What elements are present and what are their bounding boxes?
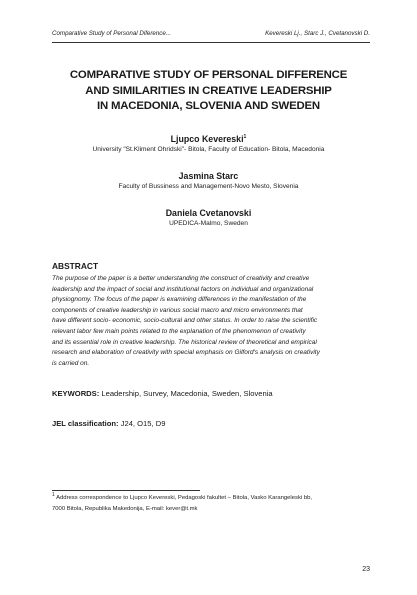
footnote-line: Address correspondence to Ljupco Kevereski, Pedagoski fakultet – Bitola, Vasko Karangeleski bb, <box>54 495 313 501</box>
author-name: Jasmina Starc <box>178 171 239 181</box>
abstract-line: have different socio- economic, socio-cultural and other status. In order to raise the scientific <box>52 317 318 325</box>
footnote-marker: 1 <box>243 134 247 141</box>
title-line: IN MACEDONIA, SLOVENIA AND SWEDEN <box>97 100 320 112</box>
keywords-label: KEYWORDS: <box>52 389 100 398</box>
abstract-line: relevant labor few main points related to the explanation of the phenomenon of creativity <box>52 327 306 335</box>
author-block <box>40 170 377 191</box>
abstract-line: physiognomy. The focus of the paper is examining differences in the manifestation of the <box>52 296 307 304</box>
footnote-rule <box>52 490 200 491</box>
author-affiliation: University "St.Kliment Ohridski"- Bitola, Faculty of Education- Bitola, Macedonia <box>92 146 325 153</box>
abstract-line: components of creative leadership in various social macro and micro environments that <box>52 306 303 314</box>
footnote-line: 7000 Bitola, Republika Makedonija, E-mail: kever@t.mk <box>52 505 198 512</box>
abstract-heading: ABSTRACT <box>52 261 99 271</box>
author-name: Daniela Cvetanovski <box>165 208 252 218</box>
jel-label: JEL classification: <box>52 419 119 428</box>
footnote <box>52 493 376 514</box>
header-rule <box>52 42 370 43</box>
jel-classification <box>52 419 165 428</box>
footnote-marker: 1 <box>52 492 55 499</box>
running-header <box>52 30 370 37</box>
abstract-body <box>52 274 376 369</box>
title-line: COMPARATIVE STUDY OF PERSONAL DIFFERENCE <box>69 69 348 81</box>
page-number: 23 <box>362 566 370 573</box>
title-line: AND SIMILARITIES IN CREATIVE LEADERSHIP <box>85 84 332 97</box>
author-block <box>40 133 377 154</box>
abstract-line: is carried on. <box>52 359 90 367</box>
keywords-value: Leadership, Survey, Macedonia, Sweden, Slovenia <box>101 389 273 398</box>
jel-value: J24, O15, D9 <box>120 419 166 428</box>
paper-title <box>40 68 377 115</box>
running-header-left: Comparative Study of Personal Diference... <box>52 30 171 37</box>
running-header-right: Kevereski Lj., Starc J., Cvetanovski D. <box>265 30 370 37</box>
author-affiliation: UPEDICA-Malmo, Sweden <box>169 220 248 227</box>
abstract-line: and its essential role in creative leadership. The historical review of theoretical and empirical <box>52 338 317 346</box>
abstract-line: leadership and the impact of social and institutional factors on individual and organizational <box>52 285 314 293</box>
abstract-line: The purpose of the paper is a better understanding the construct of creativity and creative <box>52 275 310 282</box>
author-name: Ljupco Kevereski <box>170 134 244 144</box>
author-affiliation: Faculty of Bussiness and Management-Novo Mesto, Slovenia <box>118 183 299 190</box>
abstract-line: research and elaboration of creativity with special emphasis on Gilford's analysis on creativity <box>52 349 320 357</box>
keywords <box>52 389 273 398</box>
author-block <box>40 207 377 228</box>
